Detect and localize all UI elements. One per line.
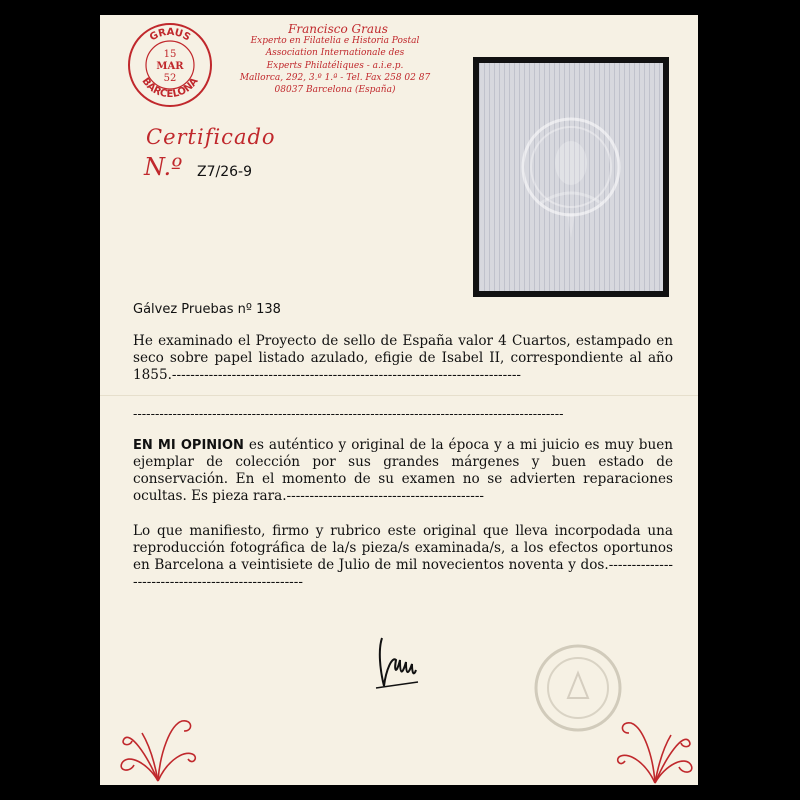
expert-name: Francisco Graus — [288, 22, 388, 36]
corner-flourish-left-icon — [118, 713, 200, 783]
catalogue-reference: Gálvez Pruebas nº 138 — [133, 302, 281, 317]
certificate-title: Certificado — [146, 125, 276, 149]
opinion-text: es auténtico y original de la época y a mi juicio es muy buen ejemplar de colección por sus grandes márgenes y buen estado de conservación. En el momento de su examen no se advierten reparaciones ocultas. Es pieza rara.------------------------------------------- — [133, 437, 673, 504]
date-seal — [127, 22, 213, 108]
corner-flourish-right-icon — [613, 715, 695, 785]
seal-top-text: GRAUS — [147, 26, 193, 44]
certificate-sheet — [100, 15, 698, 785]
letterhead — [220, 23, 450, 96]
stamp-photo-frame — [473, 57, 669, 297]
certificate-number-label: N.º — [144, 153, 183, 181]
examination-paragraph: He examinado el Proyecto de sello de España valor 4 Cuartos, estampado en seco sobre papel listado azulado, efigie de Isabel II, correspondiente al año 1855.---------------------------------------------------------------------------- — [133, 333, 673, 383]
letterhead-line: Experto en Filatelia e Historia Postal — [250, 36, 420, 47]
letterhead-line: 08037 Barcelona (España) — [274, 85, 396, 96]
opinion-paragraph — [133, 437, 673, 505]
letterhead-line: Association Internationale des — [265, 48, 405, 59]
embossed-effigy-icon — [479, 63, 663, 291]
fold-line — [100, 395, 698, 396]
embossed-seal-icon — [533, 643, 623, 733]
stamp-photo — [479, 63, 663, 291]
declaration-paragraph: Lo que manifiesto, firmo y rubrico este original que lleva incorpodada una reproducción fotográfica de la/s pieza/s examinada/s, a los efectos oportunos en Barcelona a veintisiete de Julio de mil novecientos noventa y dos.--------------------------------------------------- — [133, 523, 673, 590]
seal-year: 52 — [163, 73, 177, 84]
letterhead-line: Experts Philatéliques - a.i.e.p. — [266, 60, 404, 71]
letterhead-line: Mallorca, 292, 3.º 1.ª - Tel. Fax 258 02 87 — [239, 72, 431, 83]
handwritten-signature — [372, 630, 424, 692]
seal-month: MAR — [156, 61, 184, 72]
seal-bottom-text: BARCELONA — [139, 75, 201, 101]
certificate-number: Z7/26-9 — [197, 164, 252, 180]
seal-day: 15 — [163, 49, 177, 60]
opinion-heading: EN MI OPINION — [133, 438, 244, 453]
dash-separator: -------------------------------------------------------------------------------------------------- — [133, 407, 564, 422]
